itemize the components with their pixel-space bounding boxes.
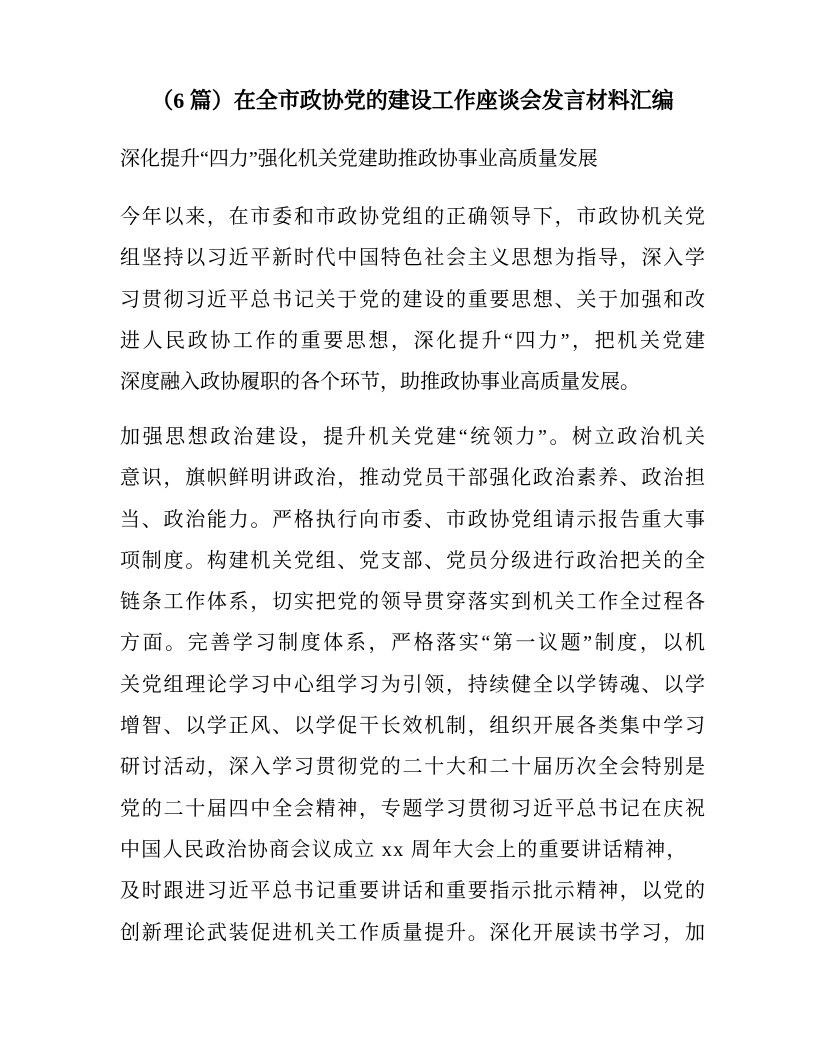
text-line: 意识，旗帜鲜明讲政治，推动党员干部强化政治素养、政治担 bbox=[120, 467, 705, 490]
text-line: 当、政治能力。严格执行向市委、市政协党组请示报告重大事 bbox=[120, 508, 705, 531]
text-line: 链条工作体系，切实把党的领导贯穿落实到机关工作全过程各 bbox=[120, 591, 705, 614]
text-line: 方面。完善学习制度体系，严格落实“第一议题”制度，以机 bbox=[120, 632, 705, 655]
text-line: 组坚持以习近平新时代中国特色社会主义思想为指导，深入学 bbox=[120, 247, 705, 270]
text-line: 深度融入政协履职的各个环节，助推政协事业高质量发展。 bbox=[120, 371, 640, 394]
text-line: 项制度。构建机关党组、党支部、党员分级进行政治把关的全 bbox=[120, 549, 705, 572]
text-line: 今年以来，在市委和市政协党组的正确领导下，市政协机关党 bbox=[120, 206, 705, 228]
text-line: 加强思想政治建设，提升机关党建“统领力”。树立政治机关 bbox=[120, 426, 705, 448]
text-line: 习贯彻习近平总书记关于党的建设的重要思想、关于加强和改 bbox=[120, 288, 705, 311]
paragraph-2 bbox=[120, 417, 705, 954]
text-line: 增智、以学正风、以学促干长效机制，组织开展各类集中学习 bbox=[120, 715, 705, 738]
document-title: （6 篇）在全市政协党的建设工作座谈会发言材料汇编 bbox=[151, 88, 674, 113]
text-line: 进人民政协工作的重要思想，深化提升“四力”，把机关党建 bbox=[120, 329, 705, 352]
text-line: 创新理论武装促进机关工作质量提升。深化开展读书学习，加 bbox=[120, 921, 705, 944]
text-line: 关党组理论学习中心组学习为引领，持续健全以学铸魂、以学 bbox=[120, 673, 705, 696]
document-subtitle: 深化提升“四力”强化机关党建助推政协事业高质量发展 bbox=[120, 148, 598, 170]
text-line: 中国人民政治协商会议成立 xx 周年大会上的重要讲话精神， bbox=[120, 838, 688, 861]
text-line: 研讨活动，深入学习贯彻党的二十大和二十届历次全会特别是 bbox=[120, 756, 705, 779]
paragraph-1 bbox=[120, 197, 705, 403]
text-line: 党的二十届四中全会精神，专题学习贯彻习近平总书记在庆祝 bbox=[120, 797, 705, 820]
text-line: 及时跟进习近平总书记重要讲话和重要指示批示精神，以党的 bbox=[120, 880, 705, 903]
